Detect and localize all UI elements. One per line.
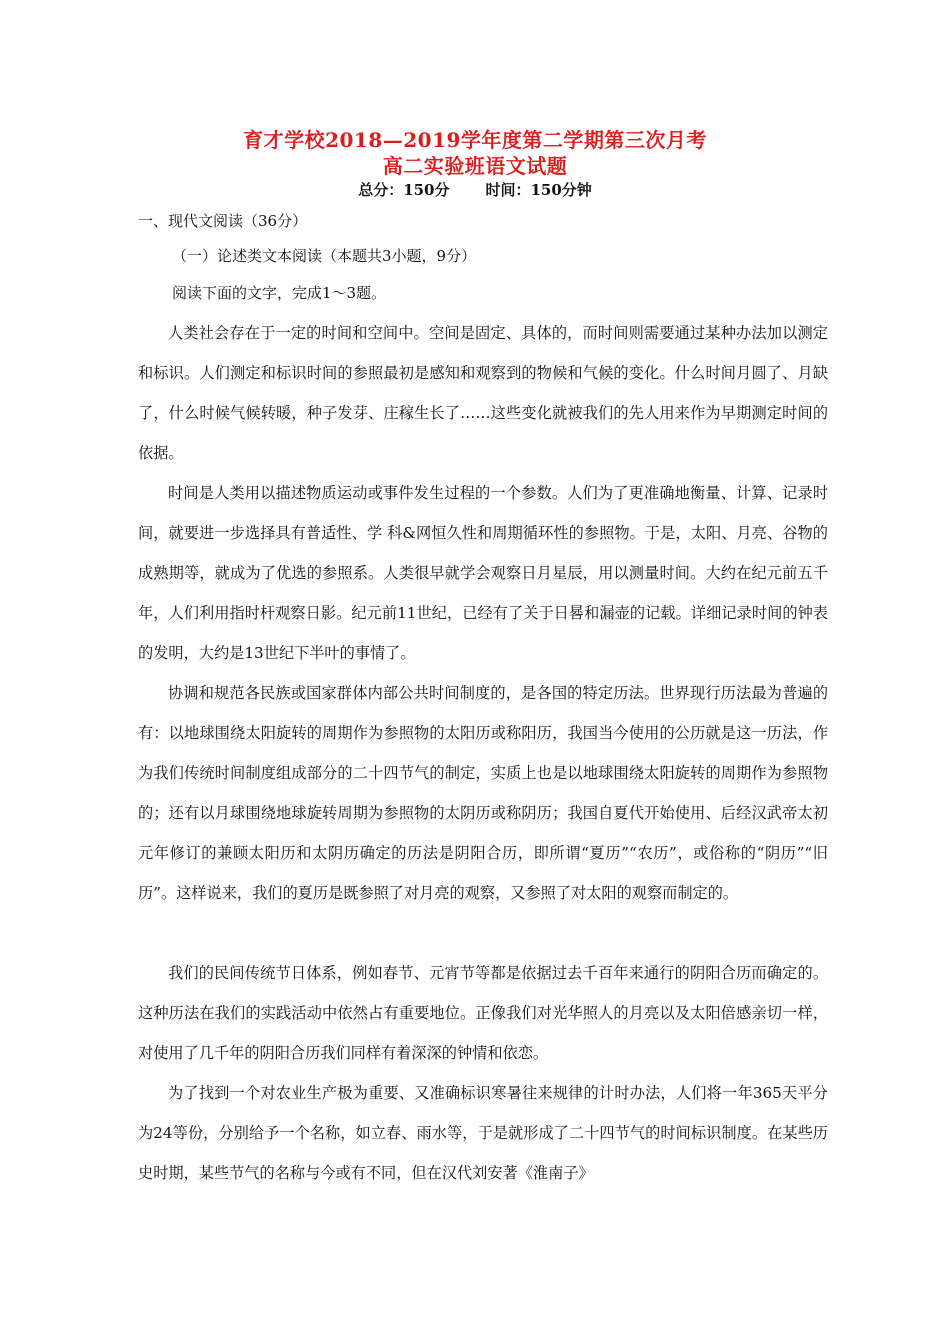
exam-time: 时间：150分钟 — [485, 181, 592, 199]
paragraph: 我们的民间传统节日体系，例如春节、元宵节等都是依据过去千百年来通行的阴阳合历而确定的。这种历法在我们的实践活动中依然占有重要地位。正像我们对光华照人的月亮以及太阳倍感亲切一样，对使用了几千年的阴阳合历我们同样有着深深的钟情和依恋。 — [138, 964, 828, 1062]
subsection-heading: （一）论述类文本阅读（本题共3小题，9分） — [172, 247, 477, 265]
paragraph: 协调和规范各民族或国家群体内部公共时间制度的，是各国的特定历法。世界现行历法最为普遍的有：以地球围绕太阳旋转的周期作为参照物的太阳历或称阳历，我国当今使用的公历就是这一历法，作为我们传统时间制度组成部分的二十四节气的制定，实质上也是以地球围绕太阳旋转的周期作为参照物的；还有以月球围绕地球旋转周期为参照物的太阴历或称阴历；我国自夏代开始使用、后经汉武帝太初元年修订的兼顾太阳历和太阴历确定的历法是阴阳合历，即所谓“夏历”“农历”，或俗称的“阴历”“旧历”。这样说来，我们的夏历是既参照了对月亮的观察，又参照了对太阳的观察而制定的。 — [138, 684, 828, 902]
reading-instruction: 阅读下面的文字，完成1～3题。 — [172, 284, 387, 302]
paragraph: 为了找到一个对农业生产极为重要、又准确标识寒暑往来规律的计时办法，人们将一年365天平分为24等份，分别给予一个名称，如立春、雨水等，于是就形成了二十四节气的时间标识制度。在某些历史时期，某些节气的名称与今或有不同，但在汉代刘安著《淮南子》 — [138, 1084, 828, 1182]
exam-meta — [0, 180, 950, 200]
paragraph: 人类社会存在于一定的时间和空间中。空间是固定、具体的，而时间则需要通过某种办法加以测定和标识。人们测定和标识时间的参照最初是感知和观察到的物候和气候的变化。什么时间月圆了、月缺了，什么时候气候转暖，种子发芽、庄稼生长了……这些变化就被我们的先人用来作为早期测定时间的依据。 — [138, 324, 828, 462]
total-score: 总分：150分 — [358, 181, 450, 199]
exam-title: 育才学校2018—2019学年度第二学期第三次月考 — [243, 128, 707, 152]
exam-subtitle: 高二实验班语文试题 — [382, 154, 568, 178]
paragraph: 时间是人类用以描述物质运动或事件发生过程的一个参数。人们为了更准确地衡量、计算、记录时间，就要进一步选择具有普适性、学 科&网恒久性和周期循环性的参照物。于是，太阳、月亮、谷物的成熟期等，就成为了优选的参照系。人类很早就学会观察日月星辰，用以测量时间。大约在纪元前五千年，人们利用指时杆观察日影。纪元前11世纪，已经有了关于日晷和漏壶的记载。详细记录时间的钟表的发明，大约是13世纪下半叶的事情了。 — [138, 484, 828, 662]
section-heading: 一、现代文阅读（36分） — [138, 212, 308, 230]
